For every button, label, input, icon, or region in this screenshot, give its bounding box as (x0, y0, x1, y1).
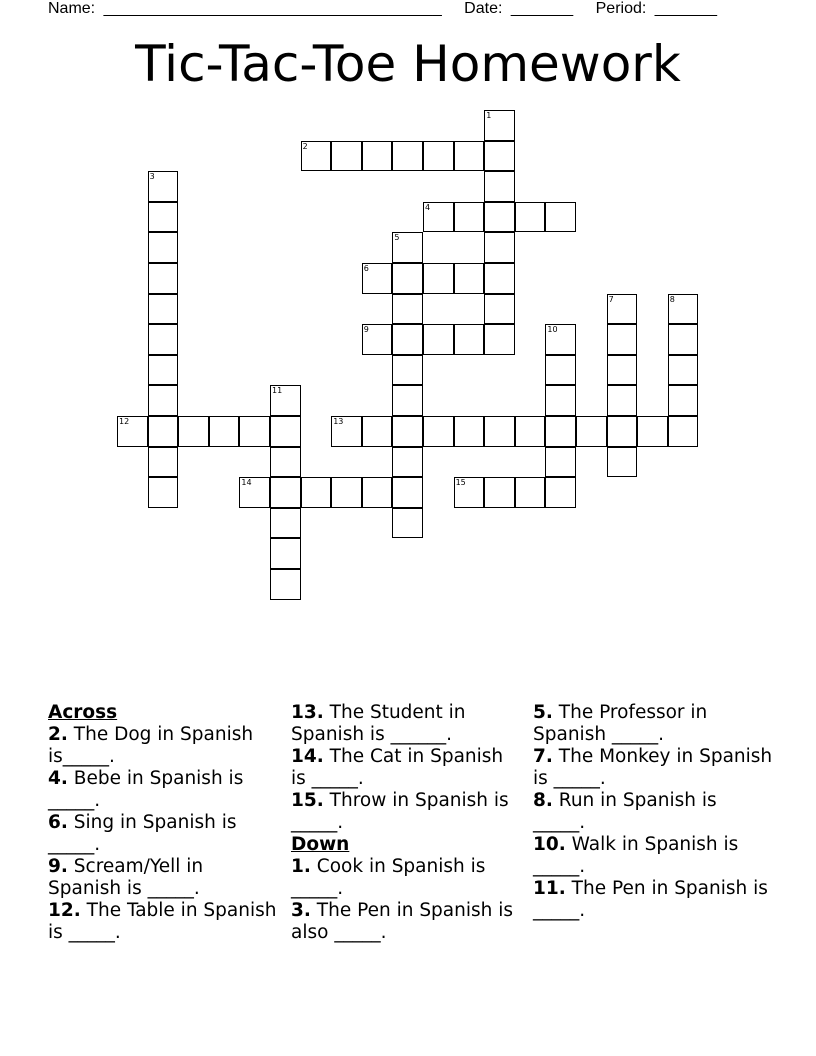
clue-number: 1. (291, 856, 311, 877)
clue-text: Sing in Spanish is _____. (48, 812, 237, 855)
clue-across-15 (291, 790, 523, 834)
crossword-cell[interactable] (270, 477, 301, 508)
cell-number: 15 (455, 478, 466, 488)
crossword-cell[interactable] (392, 232, 423, 263)
clue-text: Walk in Spanish is _____. (533, 834, 739, 877)
cell-number: 6 (363, 264, 369, 273)
crossword-cell[interactable] (392, 141, 423, 172)
clue-number: 13. (291, 702, 324, 723)
crossword-cell[interactable] (484, 202, 515, 233)
clue-down-3 (291, 900, 523, 944)
clue-text: The Monkey in Spanish is _____. (533, 746, 773, 789)
crossword-cell[interactable] (148, 385, 179, 416)
crossword-cell[interactable] (668, 324, 699, 355)
clue-number: 7. (533, 746, 553, 767)
crossword-cell[interactable] (454, 324, 485, 355)
crossword-cell[interactable] (484, 110, 515, 141)
name-label: Name: (48, 0, 96, 17)
crossword-cell[interactable] (607, 416, 638, 447)
crossword-cell[interactable] (362, 263, 393, 294)
crossword-cell[interactable] (331, 141, 362, 172)
crossword-cell[interactable] (545, 324, 576, 355)
crossword-cell[interactable] (423, 141, 454, 172)
clue-text: The Student in Spanish is ______. (291, 702, 466, 745)
clue-text: The Professor in Spanish _____. (533, 702, 708, 745)
crossword-cell[interactable] (362, 141, 393, 172)
name-blank[interactable]: ______________________________________ (103, 0, 442, 17)
page-title: Tic-Tac-Toe Homework (135, 35, 681, 93)
crossword-cell[interactable] (148, 232, 179, 263)
crossword-cell[interactable] (392, 447, 423, 478)
crossword-cell[interactable] (392, 508, 423, 539)
clue-down-7 (533, 746, 773, 790)
crossword-cell[interactable] (637, 416, 668, 447)
clue-number: 6. (48, 812, 68, 833)
crossword-cell[interactable] (301, 141, 332, 172)
crossword-cell[interactable] (607, 355, 638, 386)
crossword-cell[interactable] (148, 171, 179, 202)
crossword-cell[interactable] (668, 385, 699, 416)
clue-number: 5. (533, 702, 553, 723)
clue-number: 12. (48, 900, 81, 921)
crossword-cell[interactable] (484, 232, 515, 263)
crossword-cell[interactable] (148, 355, 179, 386)
clue-down-8 (533, 790, 773, 834)
clue-across-2 (48, 724, 280, 768)
cell-number: 8 (669, 294, 675, 304)
crossword-cell[interactable] (392, 324, 423, 355)
date-blank[interactable]: _______ (510, 0, 574, 17)
crossword-cell[interactable] (607, 324, 638, 355)
crossword-cell[interactable] (576, 416, 607, 447)
crossword-cell[interactable] (515, 202, 546, 233)
clue-column-3 (533, 702, 773, 922)
clue-text: Throw in Spanish is _____. (291, 790, 509, 833)
crossword-cell[interactable] (117, 416, 148, 447)
cell-number: 1 (486, 111, 492, 120)
crossword-cell[interactable] (331, 477, 362, 508)
crossword-cell[interactable] (545, 416, 576, 447)
across-heading: Across (48, 702, 118, 723)
crossword-cell[interactable] (484, 416, 515, 447)
clue-number: 15. (291, 790, 324, 811)
crossword-cell[interactable] (148, 263, 179, 294)
crossword-cell[interactable] (392, 477, 423, 508)
crossword-cell[interactable] (148, 416, 179, 447)
crossword-cell[interactable] (362, 416, 393, 447)
crossword-cell[interactable] (270, 416, 301, 447)
crossword-cell[interactable] (515, 416, 546, 447)
crossword-cell[interactable] (454, 202, 485, 233)
crossword-cell[interactable] (209, 416, 240, 447)
cell-number: 9 (363, 325, 369, 335)
clue-column-1 (48, 702, 280, 944)
crossword-cell[interactable] (392, 263, 423, 294)
cell-number: 12 (119, 417, 130, 426)
clue-across-14 (291, 746, 523, 790)
clue-down-5 (533, 702, 773, 746)
clue-number: 11. (533, 878, 566, 899)
clue-text: The Dog in Spanish is_____. (48, 724, 254, 767)
cell-number: 2 (302, 141, 308, 151)
crossword-cell[interactable] (545, 447, 576, 478)
clue-text: The Pen in Spanish is also _____. (291, 900, 514, 943)
crossword-cell[interactable] (668, 294, 699, 325)
clue-across-12 (48, 900, 280, 944)
crossword-cell[interactable] (270, 447, 301, 478)
clue-text: The Table in Spanish is _____. (48, 900, 277, 943)
crossword-cell[interactable] (331, 416, 362, 447)
clue-across-13 (291, 702, 523, 746)
crossword-cell[interactable] (148, 477, 179, 508)
cell-number: 14 (241, 478, 252, 488)
crossword-cell[interactable] (392, 355, 423, 386)
clue-down-11 (533, 878, 773, 922)
cell-number: 3 (149, 172, 155, 182)
crossword-cell[interactable] (484, 141, 515, 172)
crossword-cell[interactable] (270, 569, 301, 600)
crossword-cell[interactable] (270, 385, 301, 416)
crossword-cell[interactable] (454, 416, 485, 447)
crossword-cell[interactable] (545, 202, 576, 233)
period-label: Period: (595, 0, 647, 17)
crossword-cell[interactable] (270, 508, 301, 539)
crossword-cell[interactable] (668, 355, 699, 386)
crossword-cell[interactable] (607, 294, 638, 325)
crossword-cell[interactable] (484, 263, 515, 294)
clue-text: Bebe in Spanish is _____. (48, 768, 244, 811)
clue-text: Cook in Spanish is _____. (291, 856, 486, 899)
period-blank[interactable]: _______ (654, 0, 718, 17)
crossword-cell[interactable] (148, 202, 179, 233)
clue-across-9 (48, 856, 280, 900)
clue-column-2 (291, 702, 523, 944)
clue-text: The Cat in Spanish is _____. (291, 746, 504, 789)
crossword-cell[interactable] (239, 416, 270, 447)
crossword-cell[interactable] (270, 538, 301, 569)
crossword-cell[interactable] (148, 294, 179, 325)
crossword-cell[interactable] (423, 263, 454, 294)
crossword-cell[interactable] (178, 416, 209, 447)
cell-number: 5 (394, 233, 400, 243)
clue-number: 14. (291, 746, 324, 767)
crossword-cell[interactable] (484, 324, 515, 355)
clue-number: 4. (48, 768, 68, 789)
clue-down-10 (533, 834, 773, 878)
crossword-cell[interactable] (423, 324, 454, 355)
crossword-cell[interactable] (484, 294, 515, 325)
crossword-cell[interactable] (607, 447, 638, 478)
date-label: Date: (464, 0, 503, 17)
down-heading: Down (291, 834, 350, 855)
crossword-cell[interactable] (362, 477, 393, 508)
clue-across-6 (48, 812, 280, 856)
clue-number: 3. (291, 900, 311, 921)
crossword-cell[interactable] (392, 385, 423, 416)
crossword-cell[interactable] (484, 477, 515, 508)
crossword-cell[interactable] (423, 416, 454, 447)
crossword-cell[interactable] (454, 263, 485, 294)
crossword-cell[interactable] (454, 477, 485, 508)
clue-number: 8. (533, 790, 553, 811)
crossword-cell[interactable] (545, 355, 576, 386)
crossword-cell[interactable] (148, 324, 179, 355)
clue-text: The Pen in Spanish is _____. (533, 878, 768, 921)
cell-number: 4 (425, 202, 431, 212)
clue-down-1 (291, 856, 523, 900)
clue-across-4 (48, 768, 280, 812)
crossword-cell[interactable] (545, 477, 576, 508)
crossword-cell[interactable] (484, 171, 515, 202)
crossword-cell[interactable] (454, 141, 485, 172)
cell-number: 10 (547, 325, 558, 335)
crossword-cell[interactable] (392, 294, 423, 325)
cell-number: 13 (333, 417, 344, 426)
crossword-cell[interactable] (515, 477, 546, 508)
crossword-cell[interactable] (545, 385, 576, 416)
clue-number: 10. (533, 834, 566, 855)
crossword-cell[interactable] (148, 447, 179, 478)
clue-text: Scream/Yell in Spanish is _____. (48, 856, 204, 899)
clue-text: Run in Spanish is _____. (533, 790, 717, 833)
crossword-cell[interactable] (239, 477, 270, 508)
clue-number: 2. (48, 724, 68, 745)
crossword-cell[interactable] (392, 416, 423, 447)
cell-number: 7 (608, 294, 614, 304)
crossword-cell[interactable] (607, 385, 638, 416)
crossword-cell[interactable] (362, 324, 393, 355)
crossword-cell[interactable] (301, 477, 332, 508)
cell-number: 11 (272, 386, 283, 396)
crossword-cell[interactable] (668, 416, 699, 447)
crossword-cell[interactable] (423, 202, 454, 233)
clue-number: 9. (48, 856, 68, 877)
